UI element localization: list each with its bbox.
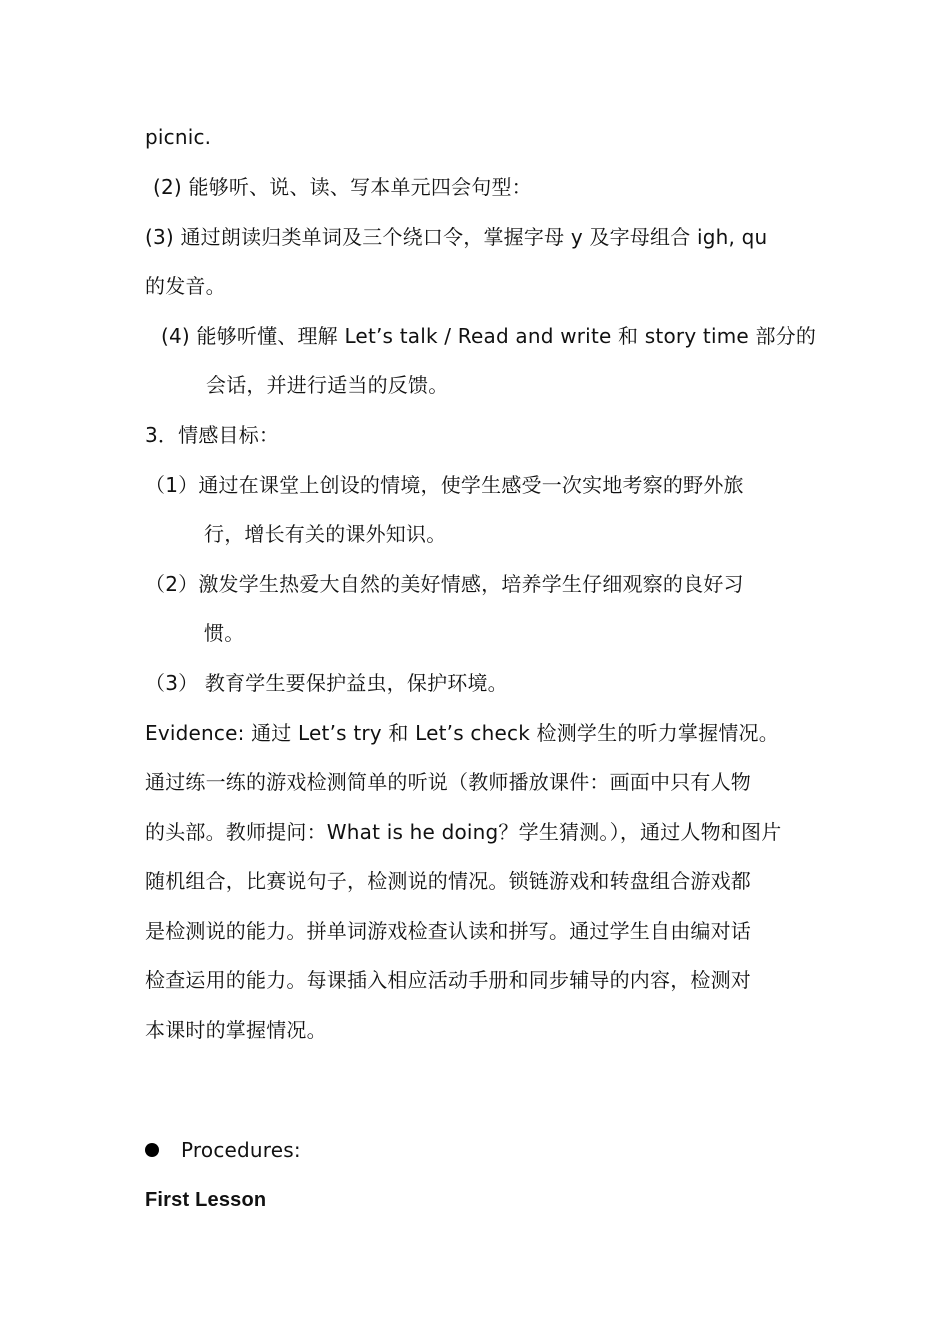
text-line: 检查运用的能力。每课插入相应活动手册和同步辅导的内容，检测对 [145, 968, 751, 992]
text-line: (4) 能够听懂、理解 Let’s talk / Read and write 和 story time 部分的 [161, 324, 817, 348]
text-line: 的发音。 [145, 274, 226, 298]
text-line: 会话，并进行适当的反馈。 [206, 373, 449, 397]
text-line: （3） 教育学生要保护益虫，保护环境。 [145, 671, 508, 695]
text-line: (2) 能够听、说、读、写本单元四会句型： [153, 175, 532, 199]
procedures-label: Procedures: [181, 1138, 301, 1162]
text-line: 通过练一练的游戏检测简单的听说（教师播放课件：画面中只有人物 [145, 770, 751, 794]
text-line: 惯。 [204, 621, 245, 645]
text-line: （2）激发学生热爱大自然的美好情感，培养学生仔细观察的良好习 [145, 572, 744, 596]
bullet-icon [145, 1143, 159, 1157]
text-line: 3．情感目标： [145, 423, 280, 447]
text-line: (3) 通过朗读归类单词及三个绕口令，掌握字母 y 及字母组合 igh, qu [145, 225, 768, 249]
text-line: 行，增长有关的课外知识。 [204, 522, 447, 546]
text-line: 的头部。教师提问：What is he doing？学生猜测。），通过人物和图片 [145, 820, 782, 844]
text-line: Evidence: 通过 Let’s try 和 Let’s check 检测学生的听力掌握情况。 [145, 721, 779, 745]
text-line: 本课时的掌握情况。 [145, 1018, 327, 1042]
lesson-title: First Lesson [145, 1189, 267, 1211]
text-line: 随机组合，比赛说句子，检测说的情况。锁链游戏和转盘组合游戏都 [145, 869, 751, 893]
text-line: picnic. [145, 125, 212, 149]
text-line: （1）通过在课堂上创设的情境，使学生感受一次实地考察的野外旅 [145, 473, 744, 497]
text-line: 是检测说的能力。拼单词游戏检查认读和拼写。通过学生自由编对话 [145, 919, 751, 943]
